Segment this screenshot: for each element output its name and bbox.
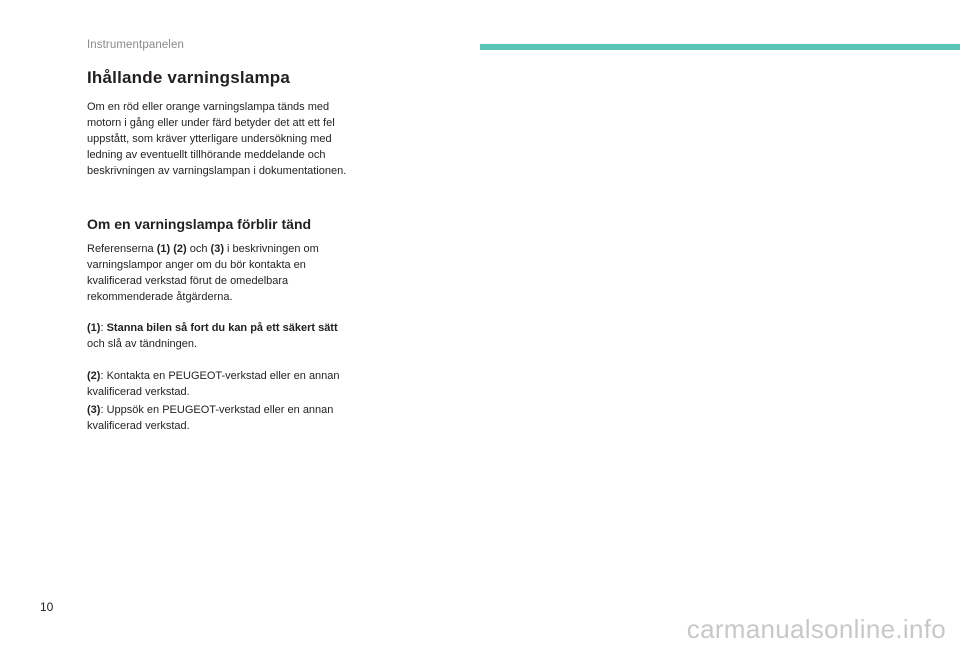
refs-prefix: Referenserna (87, 243, 157, 255)
refs-middle: och (186, 243, 211, 255)
main-content (87, 62, 349, 434)
step-1 (87, 320, 349, 352)
step-1-label: (1) (87, 322, 101, 334)
header-accent-bar (480, 44, 960, 50)
subheading: Om en varningslampa förblir tänd (87, 216, 312, 232)
step-3-label: (3) (87, 404, 101, 416)
step-1-bold-text: Stanna bilen så fort du kan på ett säkert sätt (106, 322, 338, 334)
step-3-text: : Uppsök en PEUGEOT-verkstad eller en annan kvalificerad verkstad. (87, 404, 334, 432)
ref-3: (3) (210, 243, 224, 255)
step-2 (87, 368, 349, 400)
intro-paragraph: Om en röd eller orange varningslampa tänds med motorn i gång eller under färd betyder det att ett fel uppstått, som kräver ytterligare undersökning med ledning av eventuellt tillhörande meddelande och beskrivningen av varningslampan i dokumentationen. (87, 101, 347, 177)
step-3 (87, 402, 349, 434)
page-number: 10 (40, 600, 54, 614)
step-1-separator: : (100, 322, 107, 334)
page-heading: Ihållande varningslampa (87, 68, 290, 87)
section-title: Instrumentpanelen (87, 39, 184, 51)
watermark-text: carmanualsonline.info (686, 614, 946, 644)
step-2-text: : Kontakta en PEUGEOT-verkstad eller en annan kvalificerad verkstad. (87, 370, 340, 398)
ref-1: (1) (156, 243, 171, 255)
references-paragraph (87, 241, 349, 305)
ref-2: (2) (173, 243, 187, 255)
refs-suffix: i beskrivningen om varningslampor anger om du bör kontakta en kvalificerad verkstad förut de omedelbara rekommenderade åtgärderna. (87, 243, 319, 303)
step-1-text: och slå av tändningen. (87, 338, 198, 350)
step-2-label: (2) (87, 370, 101, 382)
